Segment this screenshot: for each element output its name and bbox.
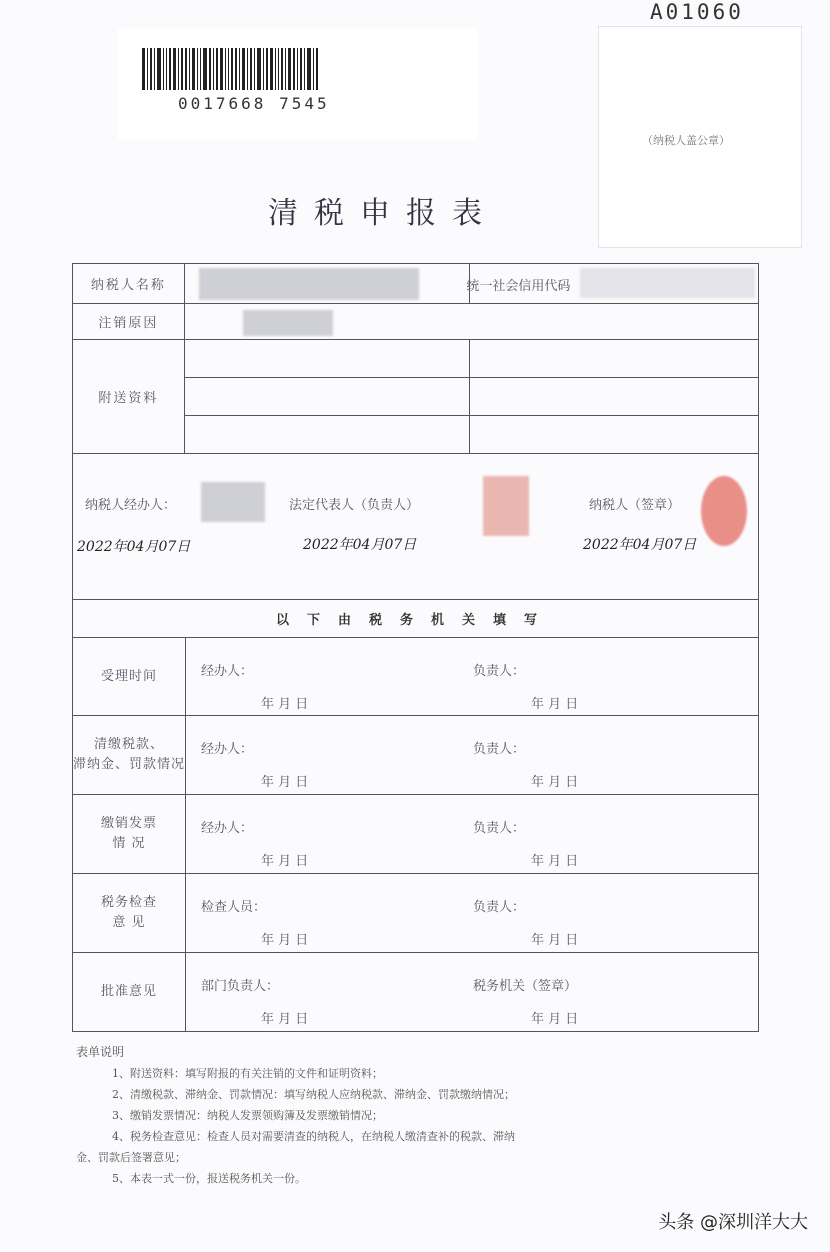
office-row-label-line1: 清缴税款、 [93, 737, 164, 752]
note-item: 5、本表一式一份，报送税务机关一份。 [112, 1172, 306, 1185]
right-signer-label: 负责人： [473, 900, 526, 915]
right-signer-label: 负责人： [473, 664, 526, 679]
note-item: 4、税务检查意见：检查人员对需要清查的纳税人，在纳税人缴清查补的税款、滞纳 [112, 1130, 515, 1143]
legal-rep-label: 法定代表人（负责人） [289, 498, 420, 513]
attachment-cell [470, 416, 759, 454]
attachment-cell [184, 378, 470, 416]
right-signer-label: 税务机关（签章） [473, 979, 578, 994]
note-item: 3、缴销发票情况：纳税人发票领购簿及发票缴销情况； [112, 1109, 383, 1122]
handler-date: 2022年04月07日 [77, 539, 191, 555]
cancel-reason-value [184, 304, 758, 340]
date-label: 年 月 日 [261, 1012, 309, 1027]
date-label: 年 月 日 [531, 1012, 579, 1027]
office-row [72, 953, 759, 1032]
date-label: 年 月 日 [531, 854, 579, 869]
legal-rep-date: 2022年04月07日 [303, 537, 417, 553]
left-signer-label: 部门负责人： [201, 979, 280, 994]
attachment-cell [470, 340, 759, 378]
left-signer-label: 经办人： [201, 821, 254, 836]
office-row-label-line2: 滞纳金、罚款情况 [73, 757, 186, 772]
office-row-label [73, 795, 186, 873]
taxpayer-sign-label: 纳税人（签章） [589, 498, 681, 513]
taxpayer-name-label: 纳税人名称 [73, 264, 185, 304]
date-label: 年 月 日 [531, 697, 579, 712]
cancel-reason-label: 注销原因 [73, 304, 185, 340]
office-row [72, 795, 759, 874]
office-row [72, 637, 759, 716]
seal-area-label: （纳税人盖公章） [642, 134, 730, 147]
left-signer-label: 经办人： [201, 742, 254, 757]
date-label: 年 月 日 [261, 697, 309, 712]
office-row [72, 716, 759, 795]
left-signer-label: 检查人员： [201, 900, 267, 915]
taxpayer-name-value [184, 264, 470, 304]
date-label: 年 月 日 [531, 775, 579, 790]
signature-block [73, 454, 759, 600]
barcode-image [142, 48, 427, 90]
date-label: 年 月 日 [261, 854, 309, 869]
form-title: 清税申报表 [268, 196, 498, 231]
barcode-number: 0017668 7545 [178, 94, 330, 113]
right-signer-label: 负责人： [473, 742, 526, 757]
date-label: 年 月 日 [261, 775, 309, 790]
date-label: 年 月 日 [261, 933, 309, 948]
right-signer-label: 负责人： [473, 821, 526, 836]
notes-heading: 表单说明 [76, 1045, 125, 1059]
taxpayer-date: 2022年04月07日 [583, 537, 697, 553]
office-row [72, 874, 759, 953]
tax-clearance-form [72, 263, 759, 638]
note-item: 金、罚款后签署意见； [76, 1151, 186, 1164]
note-item: 1、附送资料：填写附报的有关注销的文件和证明资料； [112, 1067, 383, 1080]
office-row-label [73, 716, 186, 794]
tax-office-header: 以下由税务机关填写 [73, 600, 759, 638]
form-notes [76, 1042, 756, 1189]
watermark: 头条 @深圳洋大大 [658, 1212, 808, 1233]
attachments-label: 附送资料 [73, 340, 185, 454]
credit-code-label: 统一社会信用代码 [466, 279, 571, 294]
left-signer-label: 经办人： [201, 664, 254, 679]
attachment-cell [184, 416, 470, 454]
office-row-label-line1: 批准意见 [100, 984, 157, 999]
office-row-label [73, 638, 186, 715]
serial-number: A01060 [650, 0, 744, 24]
office-row-label-line2: 情 况 [112, 836, 146, 851]
date-label: 年 月 日 [531, 933, 579, 948]
office-row-label-line1: 税务检查 [100, 895, 157, 910]
office-row-label-line1: 缴销发票 [100, 816, 157, 831]
office-row-label [73, 953, 186, 1031]
office-row-label-line1: 受理时间 [100, 668, 157, 684]
office-row-label-line2: 意 见 [112, 915, 146, 930]
attachment-cell [470, 378, 759, 416]
attachment-cell [184, 340, 470, 378]
handler-label: 纳税人经办人： [85, 498, 177, 513]
office-row-label [73, 874, 186, 952]
credit-code-cell [466, 264, 759, 304]
note-item: 2、清缴税款、滞纳金、罚款情况：填写纳税人应纳税款、滞纳金、罚款缴纳情况； [112, 1088, 515, 1101]
